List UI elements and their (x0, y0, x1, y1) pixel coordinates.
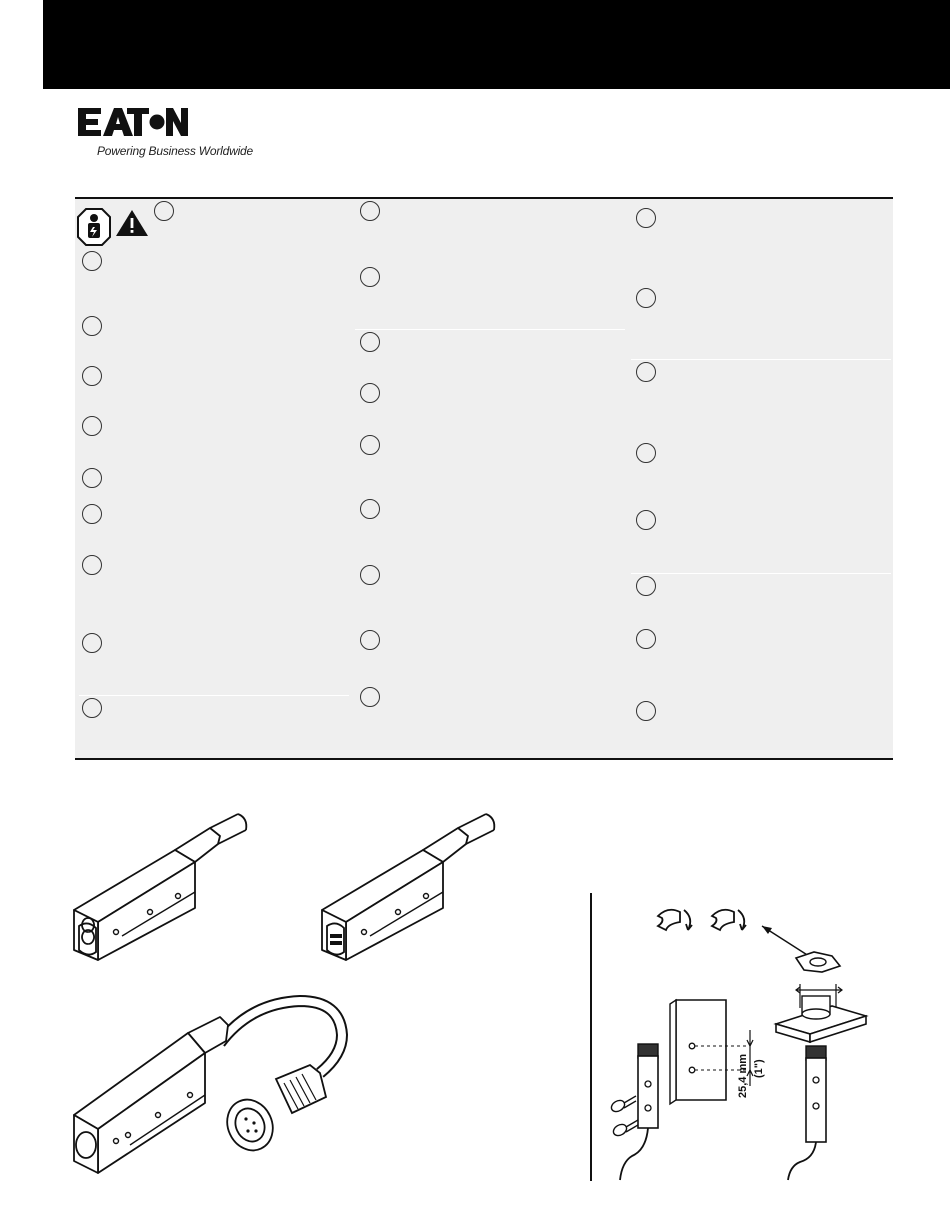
language-marker (360, 630, 380, 650)
row-separator (79, 695, 349, 696)
language-marker (360, 383, 380, 403)
language-marker (82, 698, 102, 718)
language-marker (360, 332, 380, 352)
language-marker (360, 267, 380, 287)
language-marker (82, 555, 102, 575)
row-separator (355, 329, 625, 330)
language-marker (636, 510, 656, 530)
language-marker (360, 687, 380, 707)
language-marker (82, 366, 102, 386)
language-marker (360, 201, 380, 221)
eaton-logo (77, 106, 189, 138)
language-panel (75, 197, 893, 760)
sensor-illustration-2 (318, 810, 508, 965)
sensor-illustration-1 (70, 810, 260, 965)
language-marker (636, 208, 656, 228)
language-marker (82, 316, 102, 336)
language-marker (82, 468, 102, 488)
language-marker (82, 633, 102, 653)
warning-triangle-icon (115, 209, 149, 237)
row-separator (631, 573, 891, 574)
language-marker (636, 288, 656, 308)
language-marker (360, 435, 380, 455)
language-marker (636, 443, 656, 463)
wrench-icon (712, 910, 746, 930)
language-marker (82, 416, 102, 436)
language-marker (82, 251, 102, 271)
language-marker (154, 201, 174, 221)
brand-tagline: Powering Business Worldwide (97, 144, 254, 158)
mounting-diagram (600, 900, 880, 1185)
screw-icon (611, 1120, 638, 1138)
language-marker (360, 565, 380, 585)
language-marker (360, 499, 380, 519)
sensor-illustration-3 (70, 995, 360, 1180)
language-marker (636, 701, 656, 721)
language-marker (636, 576, 656, 596)
language-marker (82, 504, 102, 524)
header-bar (43, 0, 950, 89)
spacing-dimension-imperial: (1") (753, 1059, 765, 1078)
divider-line (590, 893, 592, 1181)
language-marker (636, 629, 656, 649)
language-marker (636, 362, 656, 382)
wrench-icon (658, 910, 692, 930)
screw-icon (609, 1096, 636, 1114)
row-separator (631, 359, 891, 360)
electrician-icon (76, 207, 112, 247)
spacing-dimension: 25,4 mm (737, 1053, 749, 1098)
